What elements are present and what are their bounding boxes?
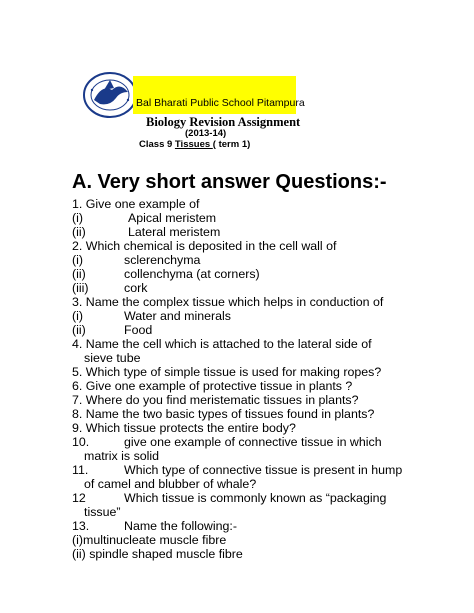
- question-label: (ii): [72, 225, 86, 239]
- question-line: [72, 365, 382, 379]
- class-topic-line: [139, 139, 250, 150]
- question-line: [72, 533, 227, 547]
- question-line: [72, 519, 237, 533]
- question-line: [72, 435, 382, 449]
- question-text: 2. Which chemical is deposited in the cell wall of: [72, 239, 337, 253]
- question-label: (i): [72, 309, 84, 323]
- question-text: matrix is solid: [84, 449, 160, 463]
- question-text: tissue”: [84, 505, 121, 519]
- question-text: Water and minerals: [124, 309, 231, 323]
- question-text: 5. Which type of simple tissue is used for making ropes?: [72, 365, 382, 379]
- question-label: (ii): [72, 267, 86, 281]
- question-label: (i): [72, 253, 84, 267]
- question-label: 12: [72, 491, 86, 505]
- question-text: 9. Which tissue protects the entire body?: [72, 421, 296, 435]
- question-line: [72, 379, 353, 393]
- question-line: [72, 197, 200, 211]
- question-text: of camel and blubber of whale?: [84, 477, 257, 491]
- question-text: 8. Name the two basic types of tissues found in plants?: [72, 407, 375, 421]
- question-line: [72, 295, 384, 309]
- question-text: 7. Where do you find meristematic tissues in plants?: [72, 393, 359, 407]
- question-label: 11.: [72, 463, 89, 477]
- question-text: (ii) spindle shaped muscle fibre: [72, 547, 243, 561]
- question-line: [72, 253, 201, 267]
- question-label: 10.: [72, 435, 90, 449]
- question-line: [72, 281, 148, 295]
- question-text: 4. Name the cell which is attached to the lateral side of: [72, 337, 372, 351]
- question-line: [72, 323, 153, 337]
- question-label: (ii): [72, 323, 86, 337]
- question-text: Food: [124, 323, 153, 337]
- question-text: give one example of connective tissue in which: [124, 435, 382, 449]
- question-line: [72, 267, 260, 281]
- question-line: [72, 393, 359, 407]
- question-label: 13.: [72, 519, 90, 533]
- class-prefix: Class 9: [139, 139, 175, 150]
- school-name: Bal Bharati Public School Pitampura: [136, 97, 305, 109]
- question-text: Lateral meristem: [128, 225, 221, 239]
- question-line: [72, 225, 221, 239]
- question-line: [72, 309, 231, 323]
- question-line: [72, 407, 375, 421]
- question-text: 1. Give one example of: [72, 197, 200, 211]
- question-text: sieve tube: [84, 351, 141, 365]
- question-text: collenchyma (at corners): [124, 267, 260, 281]
- section-heading: A. Very short answer Questions:-: [72, 171, 387, 193]
- question-line: [72, 421, 296, 435]
- question-label: (i): [72, 211, 84, 225]
- class-topic: Tissues: [174, 139, 213, 150]
- assignment-title: Biology Revision Assignment: [146, 115, 301, 129]
- question-line: [72, 505, 121, 519]
- question-text: Name the following:-: [124, 519, 237, 533]
- school-crest-icon: [82, 70, 138, 120]
- academic-year: (2013-14): [185, 128, 227, 139]
- question-line: [72, 211, 217, 225]
- question-text: sclerenchyma: [124, 253, 201, 267]
- question-line: [72, 547, 243, 561]
- question-list: [72, 197, 403, 561]
- question-line: [72, 337, 372, 351]
- question-text: (i)multinucleate muscle fibre: [72, 533, 227, 547]
- question-label: (iii): [72, 281, 89, 295]
- question-line: [72, 463, 403, 477]
- question-line: [72, 351, 141, 365]
- question-text: Apical meristem: [128, 211, 217, 225]
- class-suffix: ( term 1): [212, 139, 251, 150]
- question-text: cork: [124, 281, 148, 295]
- question-text: Which type of connective tissue is present in hump: [124, 463, 403, 477]
- question-line: [72, 239, 337, 253]
- question-text: Which tissue is commonly known as “packaging: [124, 491, 387, 505]
- question-line: [72, 477, 257, 491]
- question-text: 6. Give one example of protective tissue in plants ?: [72, 379, 353, 393]
- question-line: [72, 449, 160, 463]
- question-text: 3. Name the complex tissue which helps in conduction of: [72, 295, 384, 309]
- question-line: [72, 491, 387, 505]
